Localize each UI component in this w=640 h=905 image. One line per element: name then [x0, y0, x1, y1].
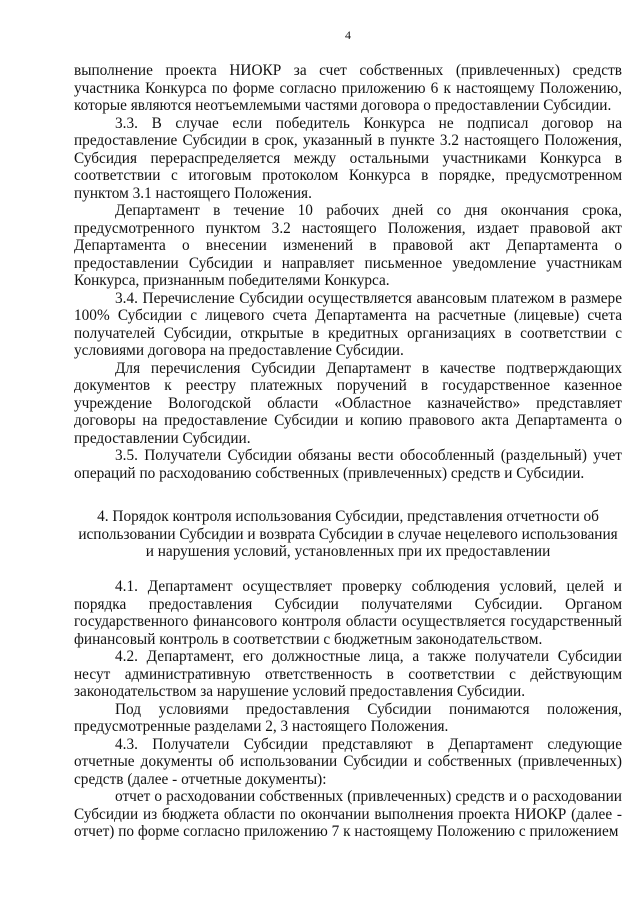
section-spacer: [74, 561, 622, 579]
paragraph-4-1: 4.1. Департамент осуществляет проверку соблюдения условий, целей и порядка предоставления Субсидии получателями Субсидии. Органом государственного финансового контроля области осуществляется государственный финансовый контроль в соответствии с бюджетным законодательством.: [74, 578, 622, 648]
paragraph-contract-forms: выполнение проекта НИОКР за счет собственных (привлеченных) средств участника Конкурса по форме согласно приложению 6 к настоящему Положению, которые являются неотъемлемыми частями договора о предоставлении Субсидии.: [74, 62, 622, 114]
paragraph-3-5: 3.5. Получатели Субсидии обязаны вести обособленный (раздельный) учет операций по расходованию собственных (привлеченных) средств и Субсидии.: [74, 447, 622, 482]
paragraph-conditions-definition: Под условиями предоставления Субсидии понимаются положения, предусмотренные разделами 2, 3 настоящего Положения.: [74, 700, 622, 735]
paragraph-3-3: 3.3. В случае если победитель Конкурса не подписал договор на предоставление Субсидии в срок, указанный в пункте 3.2 настоящего Положения, Субсидия перераспределяется между остальными участниками Конкурса в соответствии с итоговым протоколом Конкурса в порядке, предусмотренном пунктом 3.1 настоящего Положения.: [74, 114, 622, 202]
page-number: 4: [345, 28, 351, 42]
paragraph-3-4: 3.4. Перечисление Субсидии осуществляется авансовым платежом в размере 100% Субсидии с лицевого счета Департамента на расчетные (лицевые) счета получателей Субсидии, открытые в кредитных организациях в соответствии с условиями договора на предоставление Субсидии.: [74, 289, 622, 359]
paragraph-4-3: 4.3. Получатели Субсидии представляют в Департамент следующие отчетные документы об использовании Субсидии и собственных (привлеченных) средств (далее - отчетные документы):: [74, 735, 622, 788]
document-page: [74, 28, 622, 841]
paragraph-transfer-documents: Для перечисления Субсидии Департамент в качестве подтверждающих документов к реестру платежных поручений в государственное казенное учреждение Вологодской области «Областное казначейство» представляет договоры на предоставление Субсидии и копию правового акта Департамента о предоставлении Субсидии.: [74, 359, 622, 447]
paragraph-report: отчет о расходовании собственных (привлеченных) средств и о расходовании Субсидии из бюджета области по окончании выполнения проекта НИОКР (далее - отчет) по форме согласно приложению 7 к настоящему Положению с приложением: [74, 788, 622, 840]
paragraph-4-2: 4.2. Департамент, его должностные лица, а также получатели Субсидии несут административную ответственность в соответствии с действующим законодательством за нарушение условий предоставления Субсидии.: [74, 648, 622, 700]
section-4-heading: 4. Порядок контроля использования Субсидии, представления отчетности об использовании Субсидии и возврата Субсидии в случае нецелевого использования и нарушения условий, установленных при их предоставлении: [78, 508, 618, 560]
paragraph-department-act: Департамент в течение 10 рабочих дней со дня окончания срока, предусмотренного пунктом 3.2 настоящего Положения, издает правовой акт Департамента о внесении изменений в правовой акт Департамента о предоставлении Субсидии и направляет письменное уведомление участникам Конкурса, признанным победителями Конкурса.: [74, 202, 622, 289]
